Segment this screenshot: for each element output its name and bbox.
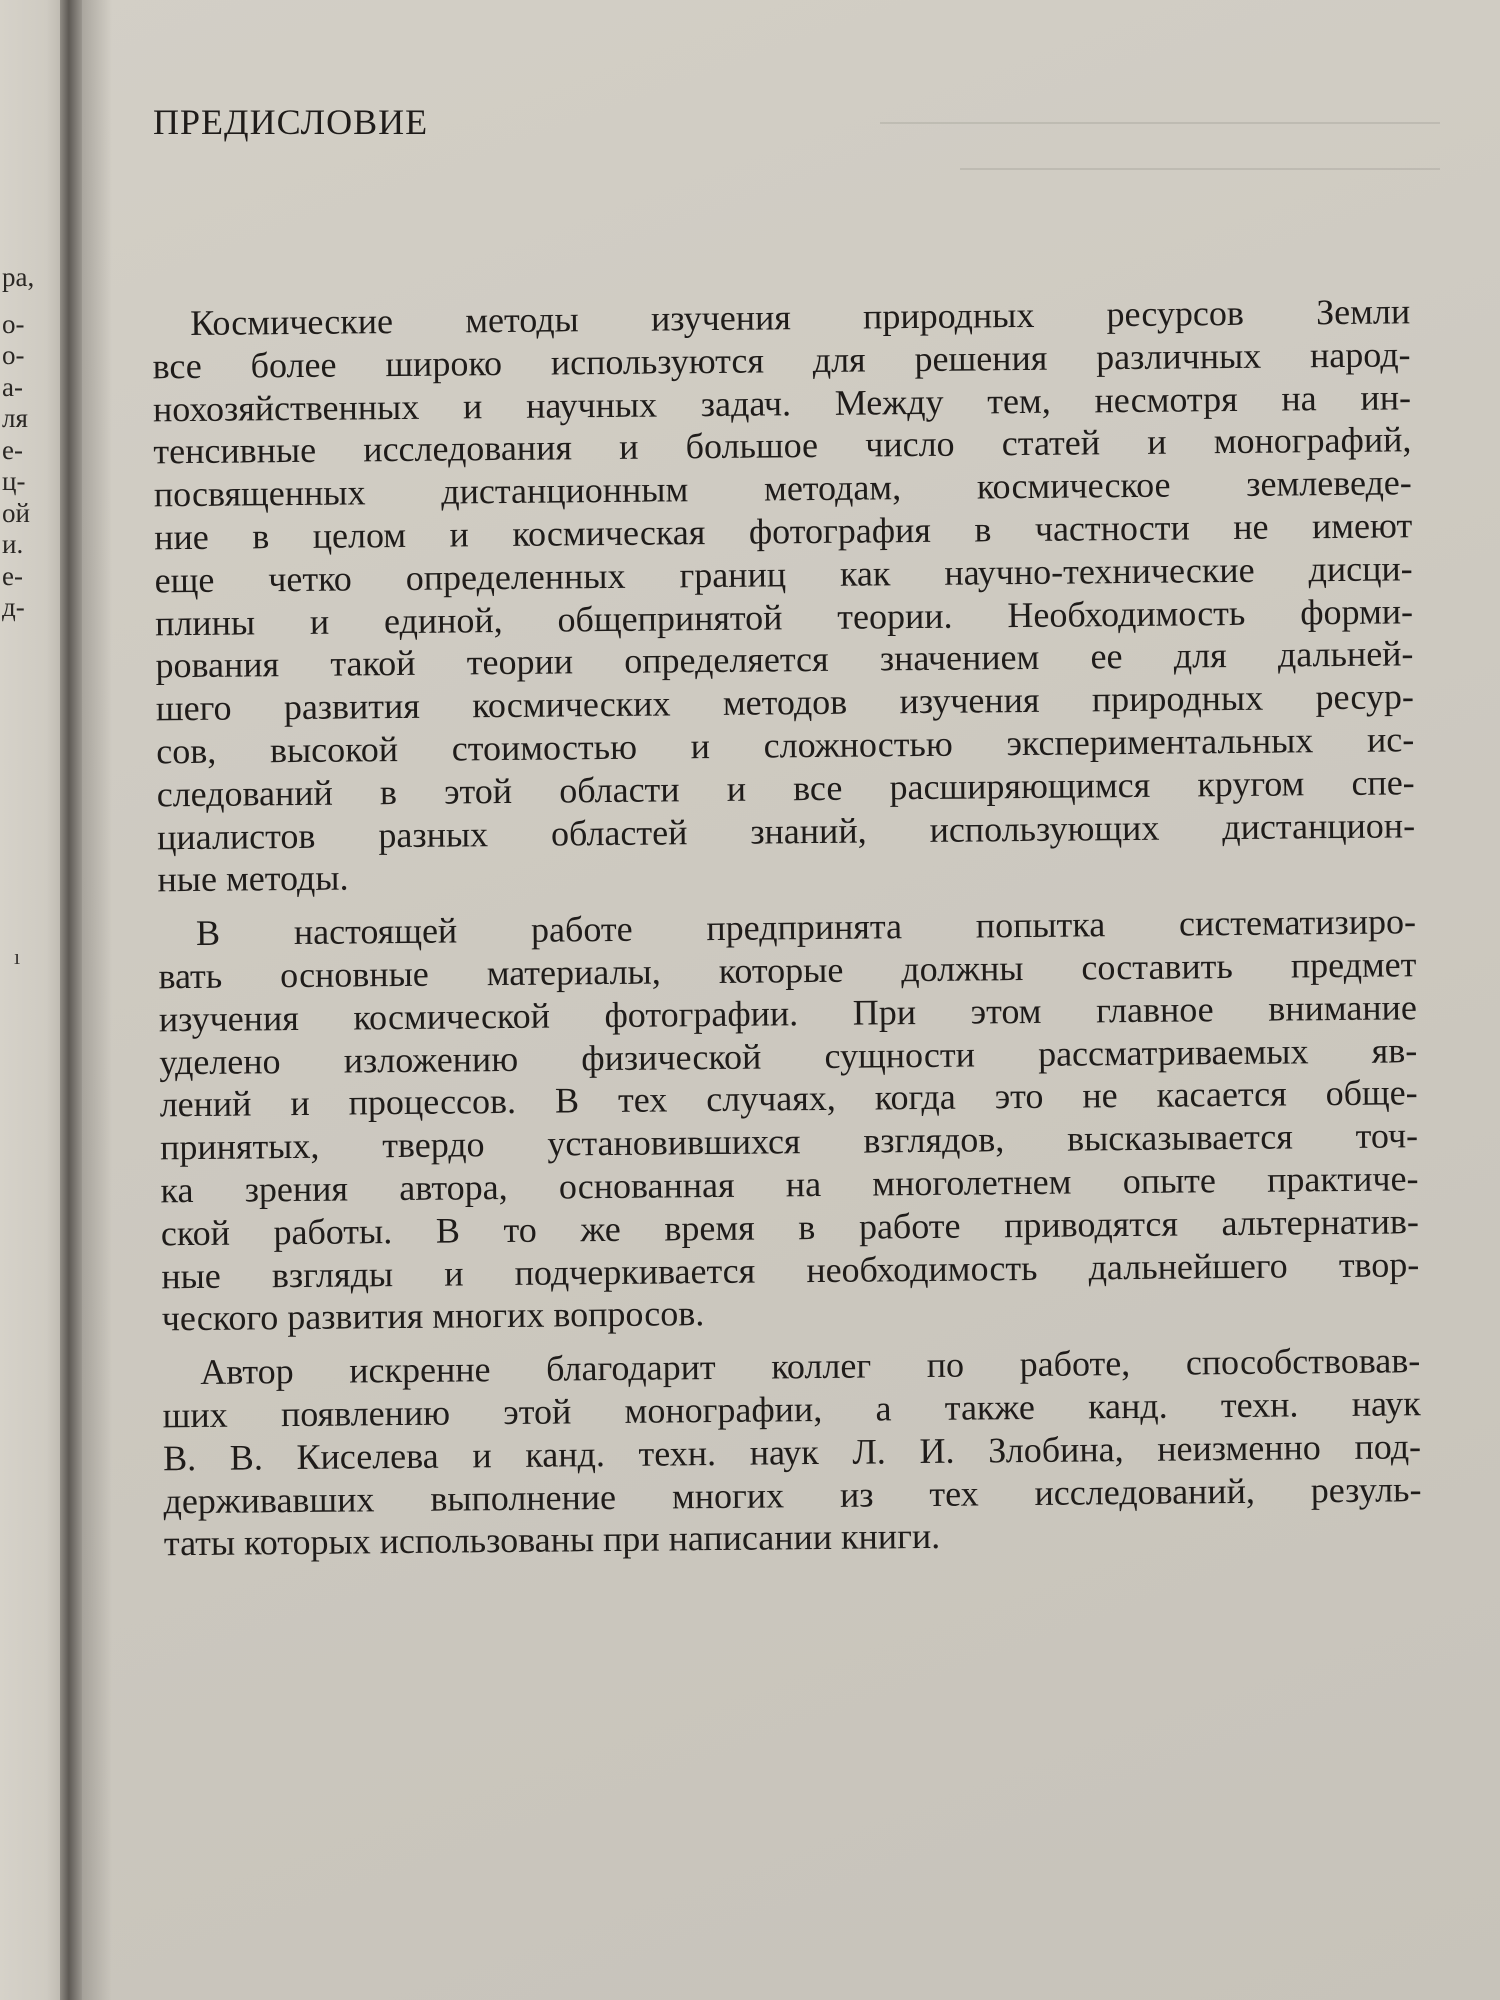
text-line: ской работы. В то же время в работе приводятся альтернатив- [160,1200,1420,1254]
fragment-line [2,294,62,309]
fragment-line: д- [2,592,25,622]
text-line: таты которых использованы при написании книги. [163,1516,941,1564]
paragraph-2 [158,900,1420,1340]
facing-page-fragments [2,262,62,624]
text-line: держивавших выполнение многих из тех исследований, резуль- [163,1468,1422,1521]
paragraph-1 [152,290,1416,901]
text-line: все более широко используются для решения различных народ- [152,334,1411,387]
margin-mark: ı [14,944,21,969]
fragment-line: о- [2,308,25,339]
text-line: сов, высокой стоимостью и сложностью экспериментальных ис- [156,719,1415,772]
fragment-line: ра, [2,262,35,292]
text-line: изучения космической фотографии. При этом главное внимание [158,987,1418,1040]
show-through-rule [880,122,1440,124]
show-through-rule [960,168,1440,170]
text-line: ших появлению этой монографии, а также канд. техн. наук [162,1383,1421,1436]
text-line: посвященных дистанционным методам, космическое землеведе- [153,462,1412,515]
fragment-line: а- [2,371,23,402]
fragment-line: и. [2,529,24,559]
text-line: шего развития космических методов изучения природных ресур- [155,676,1415,729]
fragment-line: ц- [2,466,26,496]
text-line: следований в этой области и все расширяющимся кругом спе- [156,762,1415,815]
text-line: циалистов разных областей знаний, использующих дистанцион- [156,804,1416,857]
fragment-line: е- [2,560,23,591]
text-line: плины и единой, общепринятой теории. Необходимость форми- [154,590,1414,643]
page-title: ПРЕДИСЛОВИЕ [153,102,429,142]
text-line: рования такой теории определяется значением ее для дальней- [155,633,1414,686]
text-line: еще четко определенных границ как научно-технические дисци- [154,548,1413,601]
text-line: уделено изложению физической сущности рассматриваемых яв- [159,1029,1418,1082]
text-line: В. В. Киселева и канд. техн. наук Л. И. Злобина, неизменно под- [162,1425,1422,1479]
text-line: ные взгляды и подчеркивается необходимость дальнейшего твор- [161,1243,1420,1296]
text-line: В настоящей работе предпринята попытка систематизиро- [195,901,1417,954]
text-line: принятых, твердо установившихся взглядов, высказывается точ- [159,1115,1419,1168]
fragment-line: е- [2,434,23,465]
text-line: ческого развития многих вопросов. [161,1293,705,1339]
text-line: ние в целом и космическая фотография в частности не имеют [154,505,1413,558]
text-line: вать основные материалы, которые должны составить предмет [158,944,1417,997]
text-line: тенсивные исследования и большое число статей и монографий, [153,419,1412,472]
text-line: Космические методы изучения природных ресурсов Земли [190,291,1411,343]
text-line: ные методы. [157,857,349,900]
text-line: нохозяйственных и научных задач. Между тем, несмотря на ин- [152,376,1412,429]
preface-body [152,290,1422,1565]
text-line: ка зрения автора, основанная на многолетнем опыте практиче- [160,1158,1419,1211]
gutter-shadow [82,0,112,2000]
fragment-line: ой [2,497,30,528]
fragment-line: ля [2,403,28,433]
fragment-line: о- [2,340,25,370]
text-line: Автор искренне благодарит коллег по работе, способствовав- [200,1340,1421,1393]
book-gutter [60,0,82,2000]
paragraph-3 [162,1339,1422,1565]
text-line: лений и процессов. В тех случаях, когда это не касается обще- [159,1072,1418,1125]
